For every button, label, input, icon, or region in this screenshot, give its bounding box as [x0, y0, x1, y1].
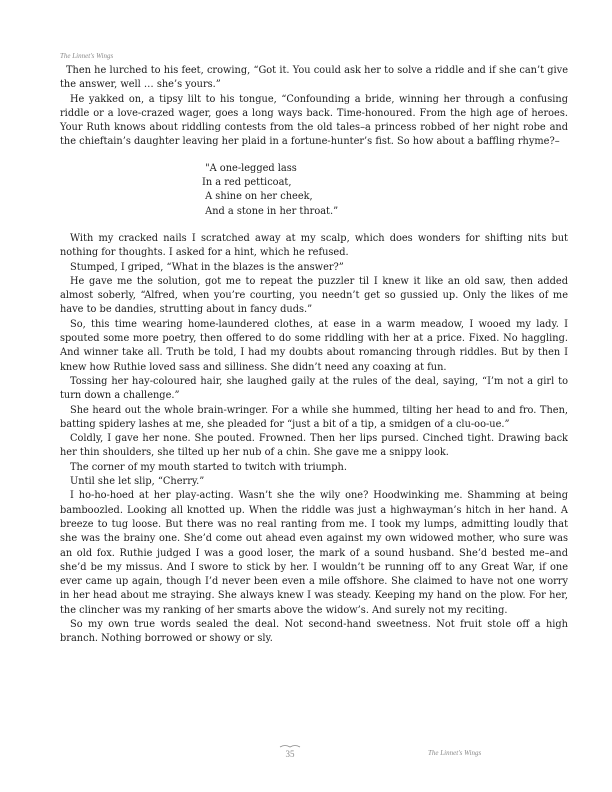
paragraph: The corner of my mouth started to twitch with triumph. — [70, 461, 347, 473]
paragraph: She heard out the whole brain-wringer. For a while she hummed, tilting her head to and fro. Then, batting spidery lashes at me, she pleaded for “just a bit of a tip, a smidgen of a clu-oo-ue.” — [60, 404, 568, 430]
paragraph: Tossing her hay-coloured hair, she laughed gaily at the rules of the deal, saying, “I’m not a girl to turn down a challenge.” — [60, 375, 568, 402]
verse-line: "A one-legged lass — [202, 162, 297, 174]
paragraph: With my cracked nails I scratched away at my scalp, which does wonders for shifting nits but nothing for thoughts. I asked for a hint, which he refused. — [60, 232, 568, 259]
verse-line: In a red petticoat, — [202, 177, 292, 189]
page-number — [279, 744, 301, 759]
paragraph: He gave me the solution, got me to repeat the puzzler til I knew it like an old saw, then added almost soberly, “Alfred, when you’re courting, you needn’t get so gussied up. Only the likes of me have to be dandies, strutting about in fancy duds.” — [60, 275, 568, 316]
paragraph: So my own true words sealed the deal. Not second-hand sweetness. Not fruit stole off a high branch. Nothing borrowed or showy or sly. — [60, 618, 568, 645]
footer-running-title: The Linnet's Wings — [428, 749, 482, 757]
page-number-text: 35 — [285, 749, 295, 759]
verse-line: And a stone in her throat.” — [202, 205, 339, 217]
paragraph: Until she let slip, “Cherry.” — [70, 476, 205, 488]
paragraph: He yakked on, a tipsy lilt to his tongue, “Confounding a bride, winning her through a confusing riddle or a love-crazed wager, goes a long ways back. Time-honoured. From the high age of heroes. Your Ruth knows about riddling contests from the old tales–a princess robbed of her night robe and the chieftain’s daughter leaving her plaid in a fortune-hunter’s fist. So how about a baffling rhyme?– — [60, 93, 568, 148]
paragraph: I ho-ho-hoed at her play-acting. Wasn’t she the wily one? Hoodwinking me. Shamming at being bamboozled. Looking all knotted up. When the riddle was just a highwayman’s hitch in her hand. A breeze to tug loose. But there was no real ranting from me. I took my lumps, admitting loudly that she was the brainy one. She’d come out ahead even against my own widowed mother, who sure was an old fox. Ruthie judged I was a good loser, the mark of a sound husband. She’d bested me–and she’d be my missus. And I swore to stick by her. I wouldn’t be running off to any Great War, if one ever came up again, though I’d never been even a mile offshore. She claimed to have not one worry in her head about me straying. She always knew I was steady. Keeping my hand on the plow. For her, the clincher was my ranking of her smarts above the widow’s. And surely not my reciting. — [60, 490, 568, 616]
riddle-verse — [202, 162, 568, 219]
verse-line: A shine on her cheek, — [202, 191, 313, 203]
paragraph: Then he lurched to his feet, crowing, “Got it. You could ask her to solve a riddle and if she can’t give the answer, well … she’s yours.” — [60, 65, 568, 91]
body-text — [60, 64, 568, 647]
paragraph: Stumped, I griped, “What in the blazes is the answer?” — [70, 261, 344, 273]
running-header-title: The Linnet's Wings — [60, 52, 114, 60]
ornament-icon — [279, 744, 301, 749]
paragraph: So, this time wearing home-laundered clothes, at ease in a warm meadow, I wooed my lady. I spouted some more poetry, then offered to do some riddling with her at a price. Fixed. No haggling. And winner take all. Truth be told, I had my doubts about romancing through riddles. But by then I knew how Ruthie loved sass and silliness. She didn’t need any coaxing at fun. — [60, 318, 568, 373]
paragraph: Coldly, I gave her none. She pouted. Frowned. Then her lips pursed. Cinched tight. Drawing back her thin shoulders, she tilted up her nub of a chin. She gave me a snippy look. — [60, 433, 568, 459]
